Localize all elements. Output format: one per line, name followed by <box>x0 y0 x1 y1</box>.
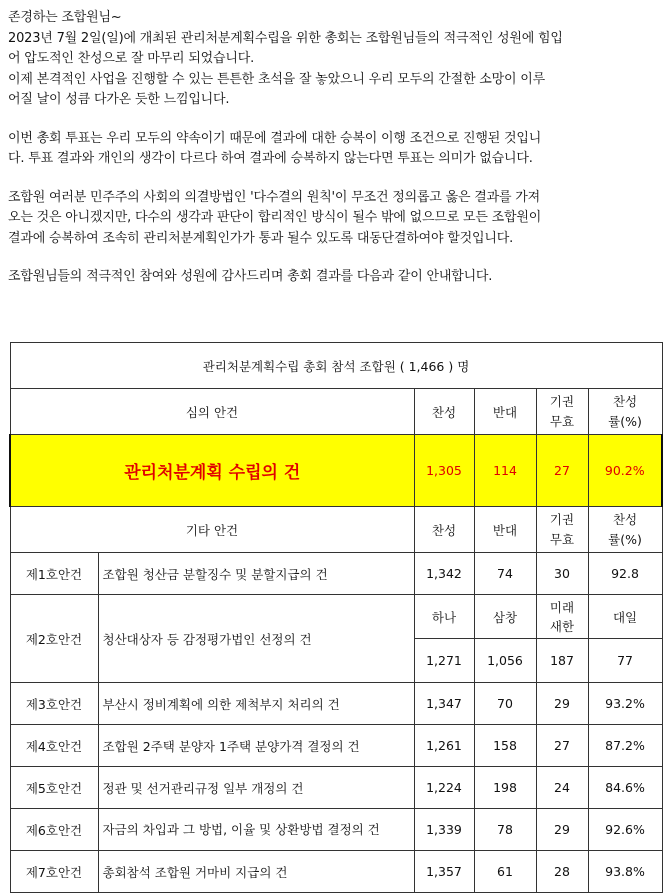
main-item-rate: 90.2% <box>588 435 662 507</box>
main-item-name: 관리처분계획 수립의 건 <box>10 435 414 507</box>
item-yes: 1,357 <box>414 851 474 893</box>
item-abstain: 24 <box>536 767 588 809</box>
paragraph-1-line-3: 이제 본격적인 사업을 진행할 수 있는 튼튼한 초석을 잘 놓았으니 우리 모두의 간절한 소망이 이루 <box>8 71 546 87</box>
paragraph-1-line-4: 어질 날이 성큼 다가온 듯한 느낌입니다. <box>8 92 230 107</box>
no-header: 반대 <box>474 389 536 435</box>
item-no: 74 <box>474 553 536 595</box>
table-row <box>10 809 662 851</box>
item-number: 제1호안건 <box>10 553 98 595</box>
main-item-yes: 1,305 <box>414 435 474 507</box>
table-row <box>10 683 662 725</box>
candidate-3-votes: 187 <box>536 639 588 683</box>
item-abstain: 29 <box>536 683 588 725</box>
other-header-row <box>10 507 662 553</box>
candidate-4: 대일 <box>588 595 662 639</box>
other-rate-header: 찬성 률(%) <box>588 507 662 553</box>
vote-results-table <box>9 342 663 893</box>
item-abstain: 30 <box>536 553 588 595</box>
main-item-no: 114 <box>474 435 536 507</box>
table-title-row <box>10 343 662 389</box>
item-name: 부산시 정비계획에 의한 제척부지 처리의 건 <box>98 683 414 725</box>
item-no: 198 <box>474 767 536 809</box>
table-row <box>10 767 662 809</box>
paragraph-2-line-2: 다. 투표 결과와 개인의 생각이 다르다 하여 결과에 승복하지 않는다면 투표는 의미가 없습니다. <box>8 151 533 166</box>
item-number: 제5호안건 <box>10 767 98 809</box>
item-name: 조합원 2주택 분양자 1주택 분양가격 결정의 건 <box>98 725 414 767</box>
other-item-header: 기타 안건 <box>10 507 414 553</box>
item-abstain: 27 <box>536 725 588 767</box>
yes-header: 찬성 <box>414 389 474 435</box>
item-name: 청산대상자 등 감정평가법인 선정의 건 <box>98 595 414 683</box>
attendance-title: 관리처분계획수립 총회 참석 조합원 ( 1,466 ) 명 <box>10 343 662 389</box>
main-header-row <box>10 389 662 435</box>
main-item-row <box>10 435 662 507</box>
paragraph-3-line-1: 조합원 여러분 민주주의 사회의 의결방법인 '다수결의 원칙'이 무조건 정의롭고 옳은 결과를 가져 <box>8 189 540 205</box>
table-row <box>10 553 662 595</box>
item-number: 제3호안건 <box>10 683 98 725</box>
candidate-3: 미래 새한 <box>536 595 588 639</box>
paragraph-1-line-2: 어 압도적인 찬성으로 잘 마무리 되었습니다. <box>8 51 255 66</box>
candidate-2-votes: 1,056 <box>474 639 536 683</box>
item-name: 총회참석 조합원 거마비 지급의 건 <box>98 851 414 893</box>
item-yes: 1,339 <box>414 809 474 851</box>
item-name: 자금의 차입과 그 방법, 이율 및 상환방법 결정의 건 <box>98 809 414 851</box>
table-row <box>10 851 662 893</box>
candidate-2: 삼창 <box>474 595 536 639</box>
other-no-header: 반대 <box>474 507 536 553</box>
main-item-header: 심의 안건 <box>10 389 414 435</box>
paragraph-1-line-1: 2023년 7월 2일(일)에 개최된 관리처분계획수립을 위한 총회는 조합원님들의 적극적인 성원에 힘입 <box>8 30 563 46</box>
item-abstain: 28 <box>536 851 588 893</box>
abstain-header: 기권 무효 <box>536 389 588 435</box>
table-row-2-candidates <box>10 595 662 639</box>
item-rate: 93.8% <box>588 851 662 893</box>
paragraph-2-line-1: 이번 총회 투표는 우리 모두의 약속이기 때문에 결과에 대한 승복이 이행 조건으로 진행된 것입니 <box>8 130 542 146</box>
item-no: 158 <box>474 725 536 767</box>
item-no: 70 <box>474 683 536 725</box>
table-row <box>10 725 662 767</box>
item-rate: 92.6% <box>588 809 662 851</box>
other-yes-header: 찬성 <box>414 507 474 553</box>
greeting: 존경하는 조합원님~ <box>8 10 122 25</box>
item-number: 제2호안건 <box>10 595 98 683</box>
item-rate: 87.2% <box>588 725 662 767</box>
paragraph-3-line-2: 오는 것은 아니겠지만, 다수의 생각과 판단이 합리적인 방식이 될수 밖에 없으므로 모든 조합원이 <box>8 210 542 225</box>
candidate-1: 하나 <box>414 595 474 639</box>
item-yes: 1,342 <box>414 553 474 595</box>
item-yes: 1,261 <box>414 725 474 767</box>
item-rate: 92.8 <box>588 553 662 595</box>
paragraph-3-line-3: 결과에 승복하여 조속히 관리처분계획인가가 통과 될수 있도록 대동단결하여야 할것입니다. <box>8 230 513 246</box>
item-name: 조합원 청산금 분할징수 및 분할지급의 건 <box>98 553 414 595</box>
item-abstain: 29 <box>536 809 588 851</box>
rate-header: 찬성 률(%) <box>588 389 662 435</box>
main-item-abstain: 27 <box>536 435 588 507</box>
item-no: 61 <box>474 851 536 893</box>
item-rate: 93.2% <box>588 683 662 725</box>
item-yes: 1,224 <box>414 767 474 809</box>
paragraph-4-line-1: 조합원님들의 적극적인 참여와 성원에 감사드리며 총회 결과를 다음과 같이 안내합니다. <box>8 269 493 284</box>
other-abstain-header: 기권 무효 <box>536 507 588 553</box>
item-yes: 1,347 <box>414 683 474 725</box>
item-number: 제6호안건 <box>10 809 98 851</box>
candidate-4-votes: 77 <box>588 639 662 683</box>
candidate-1-votes: 1,271 <box>414 639 474 683</box>
letter-body <box>8 8 662 288</box>
item-name: 정관 및 선거관리규정 일부 개정의 건 <box>98 767 414 809</box>
item-rate: 84.6% <box>588 767 662 809</box>
item-no: 78 <box>474 809 536 851</box>
item-number: 제7호안건 <box>10 851 98 893</box>
item-number: 제4호안건 <box>10 725 98 767</box>
